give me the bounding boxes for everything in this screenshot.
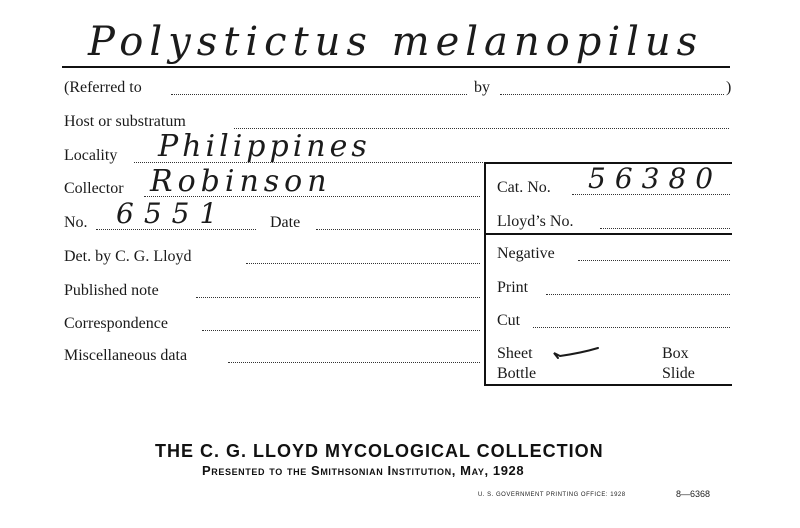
host-label: Host or substratum [64,113,186,130]
cut-line [533,327,730,328]
date-line [316,229,480,230]
det-by-label: Det. by C. G. Lloyd [64,248,192,265]
bottle-label: Bottle [497,365,537,382]
cat-no-line [572,194,730,195]
cat-no-label: Cat. No. [497,179,551,196]
no-label: No. [64,214,88,231]
by-label: by [474,79,490,96]
cut-label: Cut [497,312,521,329]
species-underline [62,66,730,68]
referred-to-line [171,94,467,95]
print-line [546,294,730,295]
correspondence-label: Correspondence [64,315,168,332]
collection-title: THE C. G. LLOYD MYCOLOGICAL COLLECTION [155,441,604,461]
box-label: Box [662,345,689,362]
no-value-handwritten: 6551 [116,197,228,230]
collector-label: Collector [64,180,124,197]
det-by-line [246,263,480,264]
published-note-line [196,297,480,298]
locality-value-handwritten: Philippines [158,129,371,164]
print-label: Print [497,279,529,296]
cat-no-value-handwritten: 56380 [588,162,723,195]
correspondence-line [202,330,480,331]
misc-data-line [228,362,480,363]
box-left-border [484,162,486,386]
printing-office-note: U. S. GOVERNMENT PRINTING OFFICE: 1928 [478,492,626,498]
published-note-label: Published note [64,282,159,299]
locality-label: Locality [64,147,118,164]
slide-label: Slide [662,365,695,382]
misc-data-label: Miscellaneous data [64,347,188,364]
form-number: 8—6368 [676,489,711,499]
by-line [500,94,724,95]
no-line [96,229,256,230]
check-mark-icon [550,344,602,362]
referred-to-label: (Referred to [64,79,142,96]
sheet-label: Sheet [497,345,533,362]
species-name-handwritten: Polystictus melanopilus [88,19,704,65]
negative-line [578,260,730,261]
box-divider [486,233,732,235]
date-label: Date [270,214,301,231]
lloyds-no-line [600,228,730,229]
collector-value-handwritten: Robinson [150,164,332,199]
referred-close-paren: ) [726,79,732,96]
lloyds-no-label: Lloyd’s No. [497,213,574,230]
box-bottom-border [484,384,732,386]
collection-subtitle: Presented to the Smithsonian Institution, May, 1928 [202,463,525,478]
negative-label: Negative [497,245,555,262]
